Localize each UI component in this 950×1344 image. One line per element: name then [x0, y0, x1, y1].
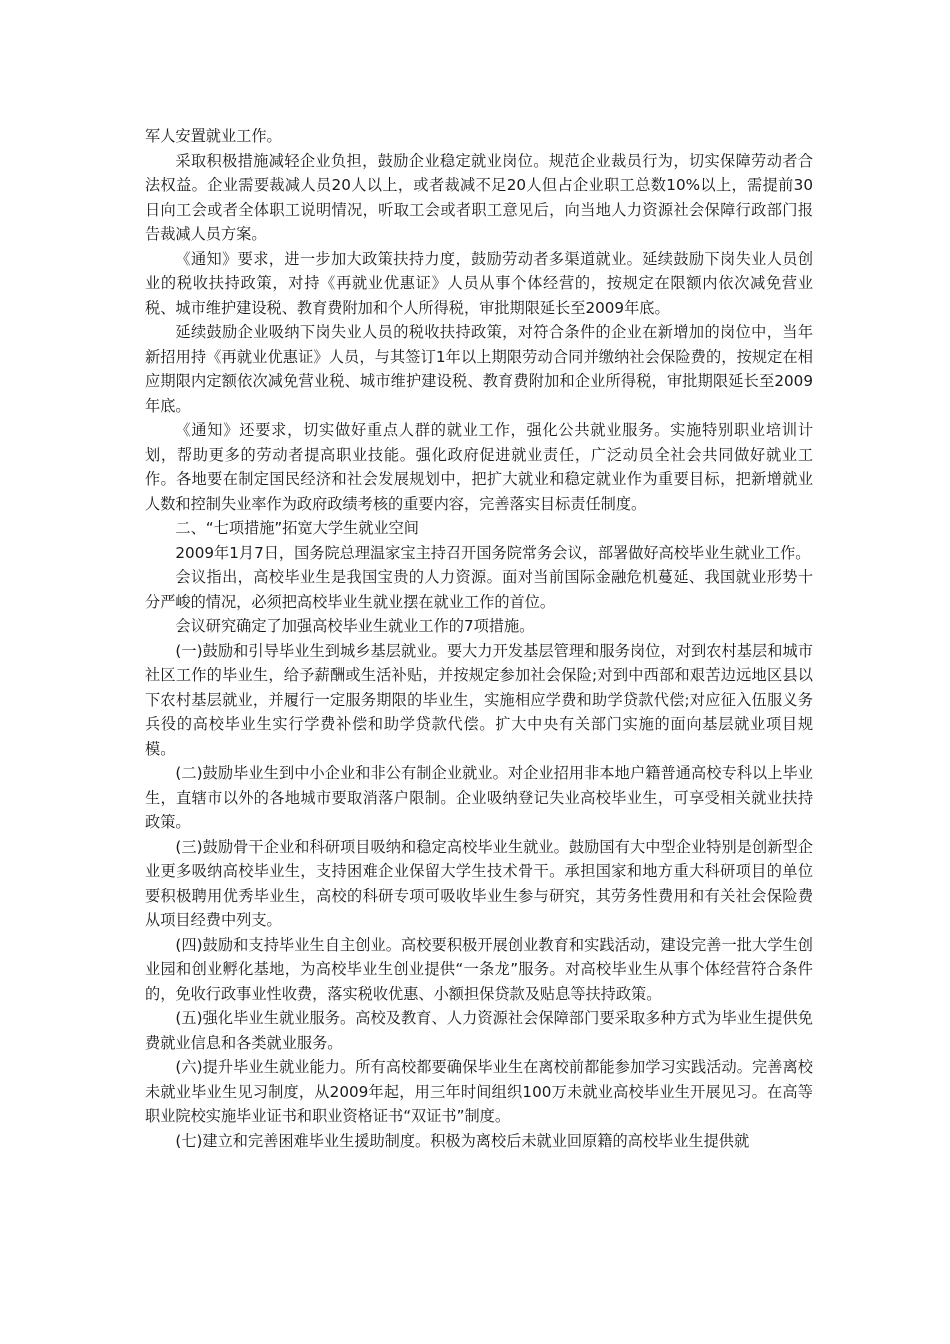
paragraph: 会议研究确定了加强高校毕业生就业工作的7项措施。 — [175, 617, 535, 635]
measure-item: (五)强化毕业生就业服务。高校及教育、人力资源社会保障部门要采取多种方式为毕业生提供免费就业信息和各类就业服务。 — [145, 1009, 813, 1052]
paragraph: 军人安置就业工作。 — [145, 127, 282, 145]
measure-item: (六)提升毕业生就业能力。所有高校都要确保毕业生在离校前都能参加学习实践活动。完善离校未就业毕业生见习制度，从2009年起，用三年时间组织100万未就业高校毕业生开展见习。在高等职业院校实施毕业证书和职业资格证书“双证书”制度。 — [145, 1058, 813, 1125]
measure-item: (三)鼓励骨干企业和科研项目吸纳和稳定高校毕业生就业。鼓励国有大中型企业特别是创新型企业更多吸纳高校毕业生，支持困难企业保留大学生技术骨干。承担国家和地方重大科研项目的单位要积极聘用优秀毕业生，高校的科研专项可吸收毕业生参与研究，其劳务性费用和有关社会保险费从项目经费中列支。 — [145, 837, 813, 929]
paragraph: 《通知》还要求，切实做好重点人群的就业工作，强化公共就业服务。实施特别职业培训计划，帮助更多的劳动者提高职业技能。强化政府促进就业责任，广泛动员全社会共同做好就业工作。各地要在制定国民经济和社会发展规划中，把扩大就业和稳定就业作为重要目标，把新增就业人数和控制失业率作为政府政绩考核的重要内容，完善落实目标责任制度。 — [145, 421, 813, 513]
paragraph: 延续鼓励企业吸纳下岗失业人员的税收扶持政策，对符合条件的企业在新增加的岗位中，当年新招用持《再就业优惠证》人员，与其签订1年以上期限劳动合同并缴纳社会保险费的，按规定在相应期限内定额依次减免营业税、城市维护建设税、教育费附加和企业所得税，审批期限延长至2009年底。 — [145, 323, 813, 415]
measure-item: (七)建立和完善困难毕业生援助制度。积极为离校后未就业回原籍的高校毕业生提供就 — [175, 1131, 750, 1150]
paragraph: 2009年1月7日，国务院总理温家宝主持召开国务院常务会议，部署做好高校毕业生就业工作。 — [175, 543, 811, 562]
document-page — [145, 124, 813, 1153]
paragraph: 《通知》要求，进一步加大政策扶持力度，鼓励劳动者多渠道就业。延续鼓励下岗失业人员创业的税收扶持政策，对持《再就业优惠证》人员从事个体经营的，按规定在限额内依次减免营业税、城市维护建设税、教育费附加和个人所得税，审批期限延长至2009年底。 — [145, 249, 813, 317]
section-heading: 二、“七项措施”拓宽大学生就业空间 — [175, 519, 419, 537]
measure-item: (四)鼓励和支持毕业生自主创业。高校要积极开展创业教育和实践活动，建设完善一批大学生创业园和创业孵化基地，为高校毕业生创业提供“一条龙”服务。对高校毕业生从事个体经营符合条件的，免收行政事业性收费，落实税收优惠、小额担保贷款及贴息等扶持政策。 — [145, 935, 813, 1003]
paragraph: 采取积极措施减轻企业负担，鼓励企业稳定就业岗位。规范企业裁员行为，切实保障劳动者合法权益。企业需要裁减人员20人以上，或者裁减不足20人但占企业职工总数10%以上，需提前30日向工会或者全体职工说明情况，听取工会或者职工意见后，向当地人力资源社会保障行政部门报告裁减人员方案。 — [145, 151, 813, 243]
measure-item: (二)鼓励毕业生到中小企业和非公有制企业就业。对企业招用非本地户籍普通高校专科以上毕业生，直辖市以外的各地城市要取消落户限制。企业吸纳登记失业高校毕业生，可享受相关就业扶持政策。 — [145, 764, 813, 831]
measure-item: (一)鼓励和引导毕业生到城乡基层就业。要大力开发基层管理和服务岗位，对到农村基层和城市社区工作的毕业生，给予薪酬或生活补贴，并按规定参加社会保险;对到中西部和艰苦边远地区县以下农村基层就业，并履行一定服务期限的毕业生，实施相应学费和助学贷款代偿;对应征入伍服义务兵役的高校毕业生实行学费补偿和助学贷款代偿。扩大中央有关部门实施的面向基层就业项目规模。 — [145, 641, 813, 758]
paragraph: 会议指出，高校毕业生是我国宝贵的人力资源。面对当前国际金融危机蔓延、我国就业形势十分严峻的情况，必须把高校毕业生就业摆在就业工作的首位。 — [145, 568, 813, 611]
